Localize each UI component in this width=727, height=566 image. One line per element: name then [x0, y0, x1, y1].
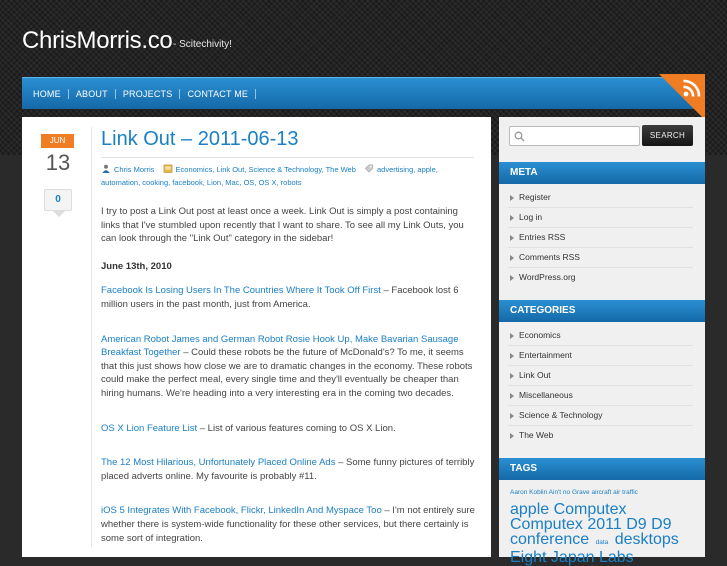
nav-divider	[255, 89, 256, 99]
search-input[interactable]	[509, 126, 640, 146]
meta-list	[508, 188, 693, 288]
categories-list	[508, 326, 693, 446]
tag-cloud-row[interactable]: Eight Japan Labs	[510, 549, 634, 566]
nav-home[interactable]: HOME	[33, 88, 61, 99]
entry-text: – List of various features coming to OS X Lion.	[197, 422, 396, 434]
author-icon	[101, 164, 111, 173]
category-economics[interactable]: Economics	[508, 326, 693, 346]
link-entry	[101, 422, 479, 436]
comment-count-bubble[interactable]: 0	[44, 189, 72, 211]
nav-projects[interactable]: PROJECTS	[122, 88, 173, 99]
post-intro: I try to post a Link Out post at least once a week. Link Out is simply a post containing links that I've stumbled upon recently that I want to share. To see all my Link Outs, you can look through the "Link Out" category in the sidebar!	[101, 206, 464, 245]
nav-contact[interactable]: CONTACT ME	[187, 88, 249, 99]
entry-text: – Could these robots be the future of McDonald's? To me, it seems that this just shows how close we are to dramatic changes in the economy. These robots could make the perfect meal, every single time and they'll eventually be cheaper than hiring humans. We're heading into a very interesting era in the coming two decades.	[101, 347, 473, 399]
date-divider	[91, 127, 92, 547]
link-entry	[101, 456, 479, 483]
rss-feed-link[interactable]	[659, 74, 705, 120]
post-tags-line1[interactable]: advertising, apple,	[376, 165, 438, 174]
tags-widget-title: TAGS	[499, 458, 705, 480]
main-content	[22, 117, 491, 557]
search-button[interactable]: SEARCH	[642, 125, 693, 146]
tag-cloud-row	[510, 532, 696, 550]
entry-link[interactable]: The 12 Most Hilarious, Unfortunately Placed Online Ads	[101, 457, 336, 469]
post-date-month: JUN	[41, 134, 74, 148]
nav-about[interactable]: ABOUT	[75, 88, 108, 99]
meta-item-login[interactable]: Log in	[508, 208, 693, 228]
link-entry	[101, 504, 479, 545]
meta-item-comments-rss[interactable]: Comments RSS	[508, 248, 693, 268]
category-the-web[interactable]: The Web	[508, 426, 693, 446]
tag-cloud-row[interactable]: Computex 2011 D9 D9	[510, 516, 672, 533]
tag-icon	[364, 164, 374, 173]
main-nav	[22, 77, 705, 109]
meta-item-wordpress[interactable]: WordPress.org	[508, 268, 693, 288]
meta-widget-title: META	[499, 162, 705, 184]
entry-text: – I'm not entirely sure whether there is system-wide functionality for these other services, but there certainly is some sort of integration.	[101, 505, 475, 544]
category-miscellaneous[interactable]: Miscellaneous	[508, 386, 693, 406]
tag-data[interactable]: data	[595, 539, 609, 546]
search-icon	[514, 131, 525, 142]
entry-link[interactable]: OS X Lion Feature List	[101, 422, 198, 434]
link-entry	[101, 284, 479, 311]
post-meta	[101, 163, 481, 189]
post-author[interactable]: Chris Morris	[114, 165, 155, 174]
rss-icon	[680, 78, 702, 100]
folder-icon	[163, 164, 173, 173]
entry-text: – Some funny pictures of terribly placed adverts online. My favourite is probably #11.	[101, 457, 475, 482]
title-divider	[101, 157, 474, 158]
post-categories[interactable]: Economics, Link Out, Science & Technology, The Web	[175, 165, 356, 174]
post-date-day: 13	[45, 150, 71, 175]
entry-link[interactable]: American Robot James and German Robot Rosie Hook Up, Make Bavarian Sausage Breakfast Together	[101, 333, 459, 359]
tag-cloud	[510, 486, 696, 565]
categories-widget-title: CATEGORIES	[499, 300, 705, 322]
category-science-technology[interactable]: Science & Technology	[508, 406, 693, 426]
site-tagline: - Scitechivity!	[173, 39, 232, 50]
date-heading: June 13th, 2010	[101, 260, 172, 272]
tag-conference[interactable]: conference	[510, 531, 590, 548]
category-link-out[interactable]: Link Out	[508, 366, 693, 386]
post-body	[101, 205, 479, 559]
post-tags-line2[interactable]: automation, cooking, facebook, Lion, Mac, OS, OS X, robots	[101, 178, 302, 187]
entry-link[interactable]: Facebook Is Losing Users In The Countries Where It Took Off First	[101, 285, 381, 297]
tag-cloud-row[interactable]: apple Computex	[510, 501, 627, 518]
post-title[interactable]: Link Out – 2011-06-13	[101, 128, 299, 150]
meta-item-entries-rss[interactable]: Entries RSS	[508, 228, 693, 248]
category-entertainment[interactable]: Entertainment	[508, 346, 693, 366]
sidebar	[499, 117, 705, 566]
link-entry	[101, 333, 479, 401]
meta-item-register[interactable]: Register	[508, 188, 693, 208]
entry-link[interactable]: iOS 5 Integrates With Facebook, Flickr, LinkedIn And Myspace Too	[101, 505, 382, 517]
site-title[interactable]: ChrisMorris.co	[22, 27, 173, 54]
tag-cloud-small-tags[interactable]: Aaron Koblin Ain't no Grave aircraft air traffic	[510, 489, 638, 496]
entry-text: – Facebook lost 6 million users in the past month, just from America.	[101, 285, 459, 310]
tag-desktops[interactable]: desktops	[614, 531, 679, 548]
